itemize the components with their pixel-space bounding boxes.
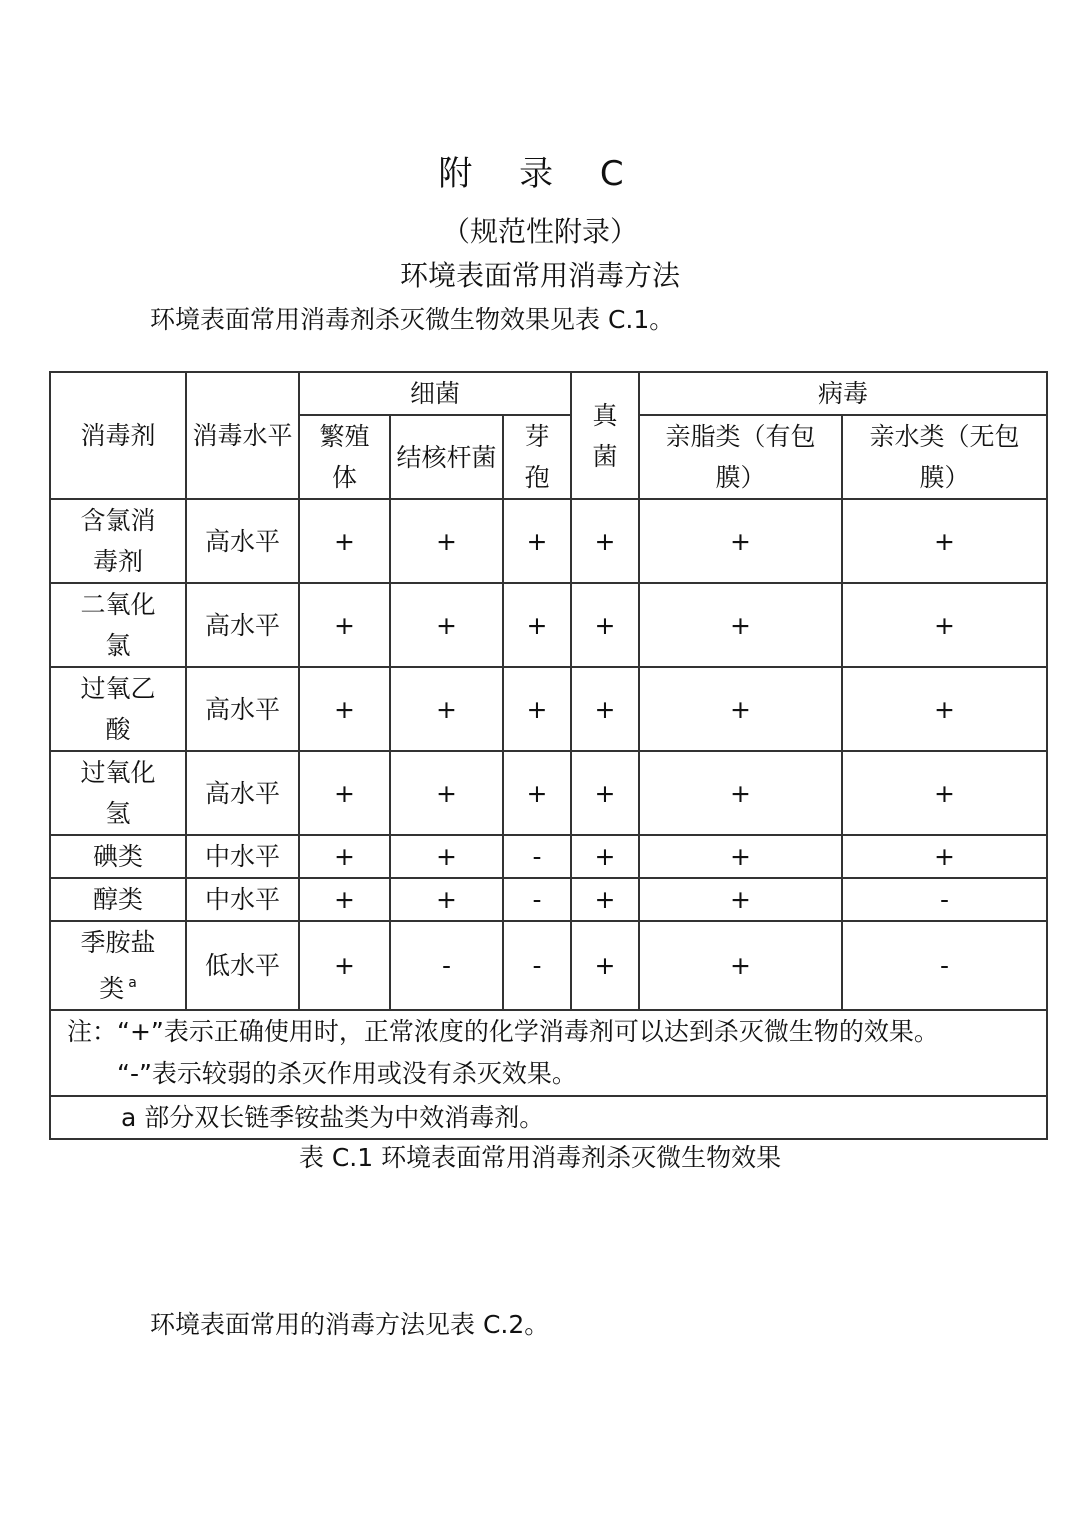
cell-hydrophilic: + — [842, 835, 1047, 878]
cell-vegetative: + — [299, 835, 390, 878]
cell-hydrophilic: + — [842, 667, 1047, 751]
cell-lipophilic: + — [639, 751, 842, 835]
cell-hydrophilic: - — [842, 878, 1047, 921]
table-row — [50, 583, 1047, 667]
cell-lipophilic: + — [639, 499, 842, 583]
cell-fungi: + — [571, 835, 639, 878]
cell-hydrophilic: - — [842, 921, 1047, 1010]
cell-tb: + — [390, 499, 503, 583]
header-row-1 — [50, 372, 1047, 415]
cell-spore: + — [503, 499, 571, 583]
row-level: 高水平 — [186, 751, 299, 835]
row-disinfectant: 二氧化氯 — [50, 583, 186, 667]
table-row — [50, 835, 1047, 878]
cell-fungi: + — [571, 583, 639, 667]
cell-spore: + — [503, 667, 571, 751]
cell-vegetative: + — [299, 583, 390, 667]
table-row — [50, 499, 1047, 583]
header-disinfectant: 消毒剂 — [50, 372, 186, 499]
row-disinfectant: 碘类 — [50, 835, 186, 878]
row-disinfectant: 含氯消毒剂 — [50, 499, 186, 583]
table-note — [50, 1010, 1047, 1096]
note-row — [50, 1010, 1047, 1096]
appendix-subtitle: （规范性附录） — [441, 215, 638, 248]
cell-vegetative: + — [299, 878, 390, 921]
cell-lipophilic: + — [639, 835, 842, 878]
cell-tb: + — [390, 667, 503, 751]
header-virus: 病毒 — [639, 372, 1047, 415]
footnote-mark: a — [128, 975, 137, 991]
intro-text: 环境表面常用消毒剂杀灭微生物效果见表 C.1。 — [150, 305, 675, 334]
cell-lipophilic: + — [639, 667, 842, 751]
header-bacteria: 细菌 — [299, 372, 571, 415]
table-row — [50, 667, 1047, 751]
row-level: 高水平 — [186, 499, 299, 583]
header-spore: 芽孢 — [503, 415, 571, 499]
cell-spore: - — [503, 921, 571, 1010]
cell-vegetative: + — [299, 921, 390, 1010]
cell-fungi: + — [571, 667, 639, 751]
header-level: 消毒水平 — [186, 372, 299, 499]
note-line-2: “-”表示较弱的杀灭作用或没有杀灭效果。 — [117, 1059, 577, 1088]
table-caption: 表 C.1 环境表面常用消毒剂杀灭微生物效果 — [298, 1143, 782, 1172]
disinfectant-effect-table — [49, 371, 1048, 1140]
cell-tb: + — [390, 751, 503, 835]
cell-lipophilic: + — [639, 878, 842, 921]
header-fungi: 真菌 — [571, 372, 639, 499]
cell-fungi: + — [571, 751, 639, 835]
header-vegetative: 繁殖体 — [299, 415, 390, 499]
note-line-1: 注：“+”表示正确使用时，正常浓度的化学消毒剂可以达到杀灭微生物的效果。 — [67, 1017, 939, 1046]
cell-vegetative: + — [299, 499, 390, 583]
row-disinfectant-name: 季胺盐类 — [80, 928, 156, 1003]
row-disinfectant: 醇类 — [50, 878, 186, 921]
header-hydrophilic: 亲水类（无包膜） — [842, 415, 1047, 499]
cell-hydrophilic: + — [842, 499, 1047, 583]
cell-fungi: + — [571, 499, 639, 583]
cell-spore: - — [503, 835, 571, 878]
cell-vegetative: + — [299, 751, 390, 835]
table-row — [50, 921, 1047, 1010]
cell-hydrophilic: + — [842, 583, 1047, 667]
cell-lipophilic: + — [639, 921, 842, 1010]
row-disinfectant: 过氧乙酸 — [50, 667, 186, 751]
row-disinfectant: 过氧化氢 — [50, 751, 186, 835]
cell-hydrophilic: + — [842, 751, 1047, 835]
row-disinfectant — [50, 921, 186, 1010]
table-footnote: a 部分双长链季铵盐类为中效消毒剂。 — [50, 1096, 1047, 1139]
cell-spore: + — [503, 583, 571, 667]
cell-spore: + — [503, 751, 571, 835]
header-lipophilic: 亲脂类（有包膜） — [639, 415, 842, 499]
cell-spore: - — [503, 878, 571, 921]
closing-text: 环境表面常用的消毒方法见表 C.2。 — [150, 1310, 550, 1339]
header-tb: 结核杆菌 — [390, 415, 503, 499]
row-level: 高水平 — [186, 667, 299, 751]
table-row — [50, 878, 1047, 921]
footnote-row — [50, 1096, 1047, 1139]
cell-tb: - — [390, 921, 503, 1010]
cell-lipophilic: + — [639, 583, 842, 667]
cell-tb: + — [390, 583, 503, 667]
cell-tb: + — [390, 835, 503, 878]
row-level: 低水平 — [186, 921, 299, 1010]
table-row — [50, 751, 1047, 835]
cell-fungi: + — [571, 921, 639, 1010]
cell-vegetative: + — [299, 667, 390, 751]
row-level: 中水平 — [186, 835, 299, 878]
row-level: 中水平 — [186, 878, 299, 921]
row-level: 高水平 — [186, 583, 299, 667]
appendix-title: 附 录 C — [438, 154, 642, 194]
cell-tb: + — [390, 878, 503, 921]
cell-fungi: + — [571, 878, 639, 921]
section-title: 环境表面常用消毒方法 — [399, 259, 680, 292]
